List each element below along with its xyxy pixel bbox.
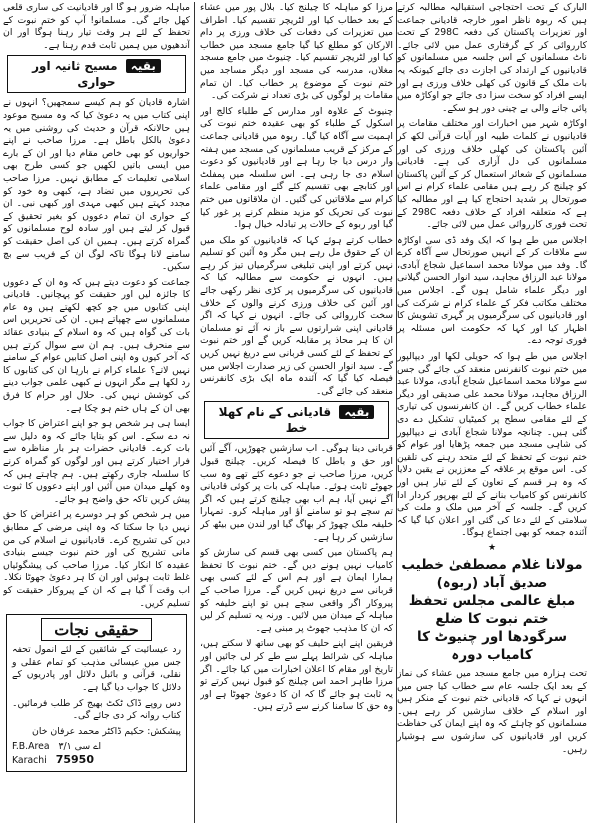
ad-address-code: اے سی ۳/۱	[58, 741, 102, 753]
article-paragraph: ایسا ہی ہر شخص ہو جو اپنے اعتراض کا جواب نہ دے سکے۔ اس کو بتایا جائے کہ وہ دلیل سے بات کرے۔ قادیانی حضرات ہر بار مناظرہ سے فرار اختیار کرتے ہیں اور لوگوں کو گمراہ کرنے کا سلسلہ جاری رکھتے ہیں۔ ہم چاہتے ہیں کہ وہ کھلے میدان میں آئیں اور اپنے دعووں کا ثبوت پیش کریں تاکہ حق واضح ہو جائے۔	[3, 418, 190, 505]
headline-line-2: مبلغ عالمی مجلس تحفظ ختم نبوت کا ضلع	[408, 592, 576, 627]
star-icon: ★	[487, 542, 497, 553]
left-column	[3, 2, 190, 823]
section-heading-box	[7, 55, 186, 93]
headline-line-1: مولانا غلام مصطفیٰ خطیب صدیق آباد (ربوہ)	[401, 556, 583, 591]
headline	[397, 556, 587, 664]
continued-label: بقیہ	[126, 59, 161, 73]
article-paragraph: جماعت کو دعوت دیتے ہیں کہ وہ ان کے دعووں کا جائزہ لیں اور حقیقت کو پہچانیں۔ قادیانی اپنی کتابوں میں جو کچھ لکھتے ہیں وہ عام مسلمانوں سے چھپاتے ہیں۔ ان کی تحریریں اس بات کی گواہ ہیں کہ وہ اسلام کے بنیادی عقائد سے منحرف ہیں۔ ہم ان سے سوال کرتے ہیں کہ آخر کیوں وہ اپنی اصل کتابیں عوام کے سامنے نہیں لاتے؟ علماء کرام نے بارہا ان کی کتابوں کا رد لکھا ہے مگر انہوں نے کبھی علمی جواب دینے کی کوشش نہیں کی۔ حلال اور حرام کا فرق بھی ان کے ہاں ختم ہو چکا ہے۔	[3, 276, 190, 414]
column-divider	[396, 2, 397, 823]
article-paragraph: اوکاڑہ شہر میں اخبارات اور مختلف مقامات پر قادیانیوں نے کلمات طیبہ اور آیات قرآنی لکھ کر آئین پاکستان کی کھلی خلاف ورزی کی اور مسلمانوں کی دل آزاری کی ہے۔ قادیانی مسلمانوں کے شعائر استعمال کر کے آئین پاکستان کو چیلنج کر رہے ہیں مقامی علماء کرام نے اس صورتحال پر شدید احتجاج کیا ہے اور مطالبہ کیا ہے کہ متعلقہ افراد کے خلاف دفعہ 298C کے تحت فوری کارروائی عمل میں لائی جائے۔	[397, 118, 587, 231]
ad-address-city: Karachi	[12, 755, 47, 767]
ad-address-area: F.B.Area	[12, 741, 50, 753]
ad-address-zip: 75950	[55, 753, 94, 767]
ad-title: حقیقی نجات	[41, 618, 152, 641]
section-heading-title: مسیح ثانیہ اور حواری	[32, 59, 118, 90]
headline-line-3: سرگودھا اور چنیوٹ کا کامیاب دورہ	[417, 628, 567, 663]
article-paragraph: فریقین اپنے اپنے حلیف کو بھی ساتھ لا سکتے ہیں، مباہلہ کی شرائط پہلے سے طے کر لی جائیں اور تاریخ اور مقام کا اعلان اخبارات میں کیا جائے۔ اگر مرزا طاہر احمد اس چیلنج کو قبول نہیں کرتے تو یہ ثابت ہو جائے گا کہ ان کا دعویٰ جھوٹا ہے اور وہ حق کا سامنا کرنے سے ڈرتے ہیں۔	[200, 638, 393, 713]
column-divider	[194, 2, 195, 823]
article-paragraph: چنیوٹ کے علاوہ اور مدارس کے طلباء کالج اور اسکول کے طلباء کو بھی عقیدہ ختم نبوت کی اہمیت سے آگاہ کیا گیا۔ ربوہ میں قادیانی جماعت کے مرکز کے قریب مسلمانوں کی مسجد میں ہفتہ وار درس دیا جا رہا ہے اور قادیانیوں کو دعوت اسلام دی جا رہی ہے۔ اس سلسلہ میں پمفلٹ اور کتابچے بھی تقسیم کئے گئے اور مقامی علماء کرام سے ملاقاتیں کی گئیں۔ ان ملاقاتوں میں ختم نبوت کی تحریک کو مزید منظم کرنے پر غور کیا گیا اور ربوہ کے حالات پر تبادلہ خیال ہوا۔	[200, 105, 393, 231]
article-paragraph: اجلاس میں طے ہوا کہ ایک وفد ڈی سی اوکاڑہ سے ملاقات کر کے انہیں صورتحال سے آگاہ کرے گا۔ وفد میں مولانا محمد اسماعیل شجاع آبادی، مولانا عبد الرزاق مجاہد، سید انوار الحسن گیلانی اور دیگر علماء شامل ہوں گے۔ اجلاس میں مختلف مکاتب فکر کے علماء کرام نے شرکت کی اور قادیانیوں کی سرگرمیوں پر گہری تشویش کا اظہار کیا اور کہا کہ حکومت اس مسئلہ پر فوری توجہ دے۔	[397, 234, 587, 347]
right-column	[397, 2, 587, 823]
ad-signature: پیشکش: حکیم ڈاکٹر محمد عرفان خان	[32, 725, 181, 737]
ad-description: رد عیسائیت کے شائقین کے لئے انمول تحفہ جس میں عیسائی مذہب کو تمام عقلی و نقلی، قرآنی و بائبل دلائل اور پادریوں کے دلائل کا جواب دیا گیا ہے۔	[12, 644, 181, 693]
article-paragraph: البارک کے تحت احتجاجی استقبالیہ مطالبہ کرتے ہیں کہ ربوہ ناظر امور خارجہ قادیانی جماعت اور تعزیرات پاکستان کی دفعہ 298C کے تحت کارروائی کر کے گرفتاری عمل میں لائی جائے۔ ناٹ مسلمانوں کے اس جلسہ میں مسلمانوں کو قادیانیوں کے ارتداد کی اجازت دی جائے کیونکہ یہ بات ملک کے قانون کی کھلی خلاف ورزی ہے اور ایسے افراد کو سخت سزا دی جائے جو اوکاڑہ میں پائی جانے والی بے چینی دور ہو سکے۔	[397, 2, 587, 114]
continued-label: بقیہ	[339, 405, 374, 419]
section-heading-box	[204, 401, 389, 439]
article-paragraph: اجلاس میں طے ہوا کہ حویلی لکھا اور دیپالپور میں ختم نبوت کانفرنس منعقد کی جائے گی جس سے مولانا محمد اسماعیل شجاع آبادی، مولانا عبد الرزاق مجاہد، مولانا محمد علی صدیقی اور دیگر علماء خطاب کریں گے۔ ان کانفرنسوں کی تیاری کے لئے مقامی سطح پر کمیٹیاں تشکیل دے دی گئی ہیں۔ چنانچہ مولانا شجاع آبادی نے دیپالپور کی شاہی مسجد میں جمعہ پڑھایا اور عوام کو ختم نبوت کے تحفظ کے لئے متحد رہنے کی تلقین کی۔ اس موقع پر علاقہ کے معززین نے یقین دلایا کہ وہ ہر قسم کے تعاون کے لئے تیار ہیں اور کانفرنس کو کامیاب بنانے کے لئے بھرپور کردار ادا کریں گے۔ جلسہ کے آخر میں ملک و ملت کی سلامتی کے لئے دعا کی گئی اور اعلان کیا گیا کہ آئندہ جمعہ کو بھی اجتماع ہوگا۔	[397, 351, 587, 539]
article-paragraph: میں ہر شخص کو ہر دوسرے پر اعتراض کا حق نہیں دیا جا سکتا کہ وہ اپنی مرضی کے مطابق دین کی تشریح کرے۔ قادیانیوں نے اسلام کی من مانی تشریح کی اور ختم نبوت جیسے بنیادی عقیدہ کا انکار کیا۔ مرزا صاحب کی پیشگوئیاں غلط ثابت ہوئیں اور ان کا ہر دعویٰ جھوٹا نکلا۔ اب وقت آ گیا ہے کہ ان کے پیروکار حقیقت کو تسلیم کریں۔	[3, 509, 190, 609]
article-paragraph: مرزا کو مباہلہ کا چیلنج کیا۔ بلال پور میں عشاء کے بعد خطاب کیا اور لٹریچر تقسیم کیا۔ اطراف میں تعزیرات کی دفعات کی خلاف ورزی پر دام الارکان کو مطلع کیا گیا جامع مسجد میں خطاب کیا اور لٹریچر تقسیم کیا۔ چنیوٹ میں جامع مسجد مغلاں، مدرسہ کی مسجد اور دیگر مساجد میں ختم نبوت کے موضوع پر خطاب کیا۔ ان تمام مقامات پر لوگوں کی بڑی تعداد نے شرکت کی۔	[200, 2, 393, 102]
article-paragraph: مباہلہ ضرور ہو گا اور قادیانیت کی ساری قلعی کھل جائے گی۔ مسلمانو! آپ کو ختم نبوت کے تحفظ کے لئے ہر وقت تیار رہنا ہوگا اور ان آندھیوں میں ہمیں ثابت قدم رہنا ہے۔	[3, 2, 190, 51]
advertisement-box	[6, 614, 187, 772]
article-paragraph: تحت ہزارہ میں جامع مسجد میں عشاء کی نماز کے بعد ایک جلسہ عام سے خطاب کیا جس میں انہوں نے کہا کہ قادیانی ختم نبوت کے منکر ہیں اور اسلام کے خلاف سازشیں کر رہے ہیں۔ مسلمانوں کو چاہئے کہ وہ اپنے ایمان کی حفاظت کریں اور قادیانیوں کی سازشوں سے ہوشیار رہیں۔	[397, 667, 587, 755]
section-heading-title: قادیانی کے نام کھلا خط	[218, 405, 332, 436]
ad-address	[12, 740, 181, 767]
middle-column	[200, 2, 393, 823]
ad-order-info: دس روپے ڈاک ٹکٹ بھیج کر طلب فرمائیں۔ کتاب روانہ کر دی جائے گی۔	[12, 697, 181, 722]
article-paragraph: اشارہ قادیان کو ہم کیسے سمجھیں؟ انہوں نے اپنی کتاب میں یہ دعویٰ کیا کہ وہ مسیح موعود ہیں حالانکہ قرآن و حدیث کی روشنی میں یہ دعویٰ بالکل باطل ہے۔ مرزا صاحب نے اپنے حواریوں کو بھی خاص مقام دیا اور ان کے بارے میں ایسی باتیں لکھیں جو کسی طرح بھی اسلامی تعلیمات کے مطابق نہیں۔ مرزا صاحب کی تحریروں میں تضاد ہے، کبھی وہ خود کو مجدد کہتے ہیں کبھی مہدی اور کبھی نبی۔ ان کے حواری ان تمام دعووں کو بغیر تحقیق کے قبول کر لیتے ہیں اور سادہ لوح مسلمانوں کو گمراہ کرتے ہیں۔ ہمیں ان کی اصل حقیقت کو سامنے لانا ہوگا تاکہ لوگ ان کے فریب سے بچ سکیں۔	[3, 97, 190, 273]
article-paragraph: قربانی دینا ہوگی۔ اب سازشیں چھوڑیں، آگے آئیں اور حق و باطل کا فیصلہ کریں۔ چیلنج قبول کریں، مرزا صاحب نے جو دعوے کئے تھے وہ سب جھوٹے ثابت ہوئے۔ مباہلہ کی بات پر کوئی قادیانی آگے نہیں آیا، ہم اب بھی چیلنج کرتے ہیں کہ اگر تم سچے ہو تو سامنے آؤ اور مباہلہ کرو۔ تمہارا خلیفہ ملک چھوڑ کر بھاگ گیا اور لندن میں بیٹھ کر سازشیں کر رہا ہے۔	[200, 443, 393, 543]
article-paragraph: ہم پاکستان میں کسی بھی قسم کی سازش کو کامیاب نہیں ہونے دیں گے۔ ختم نبوت کا تحفظ ہمارا ایمان ہے اور ہم اس کے لئے کسی بھی قربانی سے دریغ نہیں کریں گے۔ مرزا صاحب کے پیروکار اگر واقعی سچے ہیں تو اپنے خلیفہ کو مباہلہ کے میدان میں لائیں۔ ورنہ یہ تسلیم کر لیں کہ ان کا مذہب جھوٹ پر مبنی ہے۔	[200, 547, 393, 634]
article-paragraph: خطاب کرتے ہوئے کہا کہ قادیانیوں کو ملک میں ان کے حقوق مل رہے ہیں مگر وہ آئین کو تسلیم نہیں کرتے اور اپنی تبلیغی سرگرمیاں تیز کر رہے ہیں۔ انہوں نے حکومت سے مطالبہ کیا کہ قادیانیوں کی سرگرمیوں پر کڑی نظر رکھی جائے اور آئین کی خلاف ورزی کرنے والوں کے خلاف سخت کارروائی کی جائے۔ انہوں نے کہا کہ اگر قادیانی اپنی شرارتوں سے باز نہ آئے تو مسلمان ان کا ہر محاذ پر مقابلہ کریں گے اور ختم نبوت کے تحفظ کے لئے کسی قربانی سے دریغ نہیں کریں گے۔ سید انوار الحسن کی زیر صدارت اجلاس میں فیصلہ کیا گیا کہ آئندہ ماہ ایک بڑی کانفرنس منعقد کی جائے گی۔	[200, 234, 393, 397]
